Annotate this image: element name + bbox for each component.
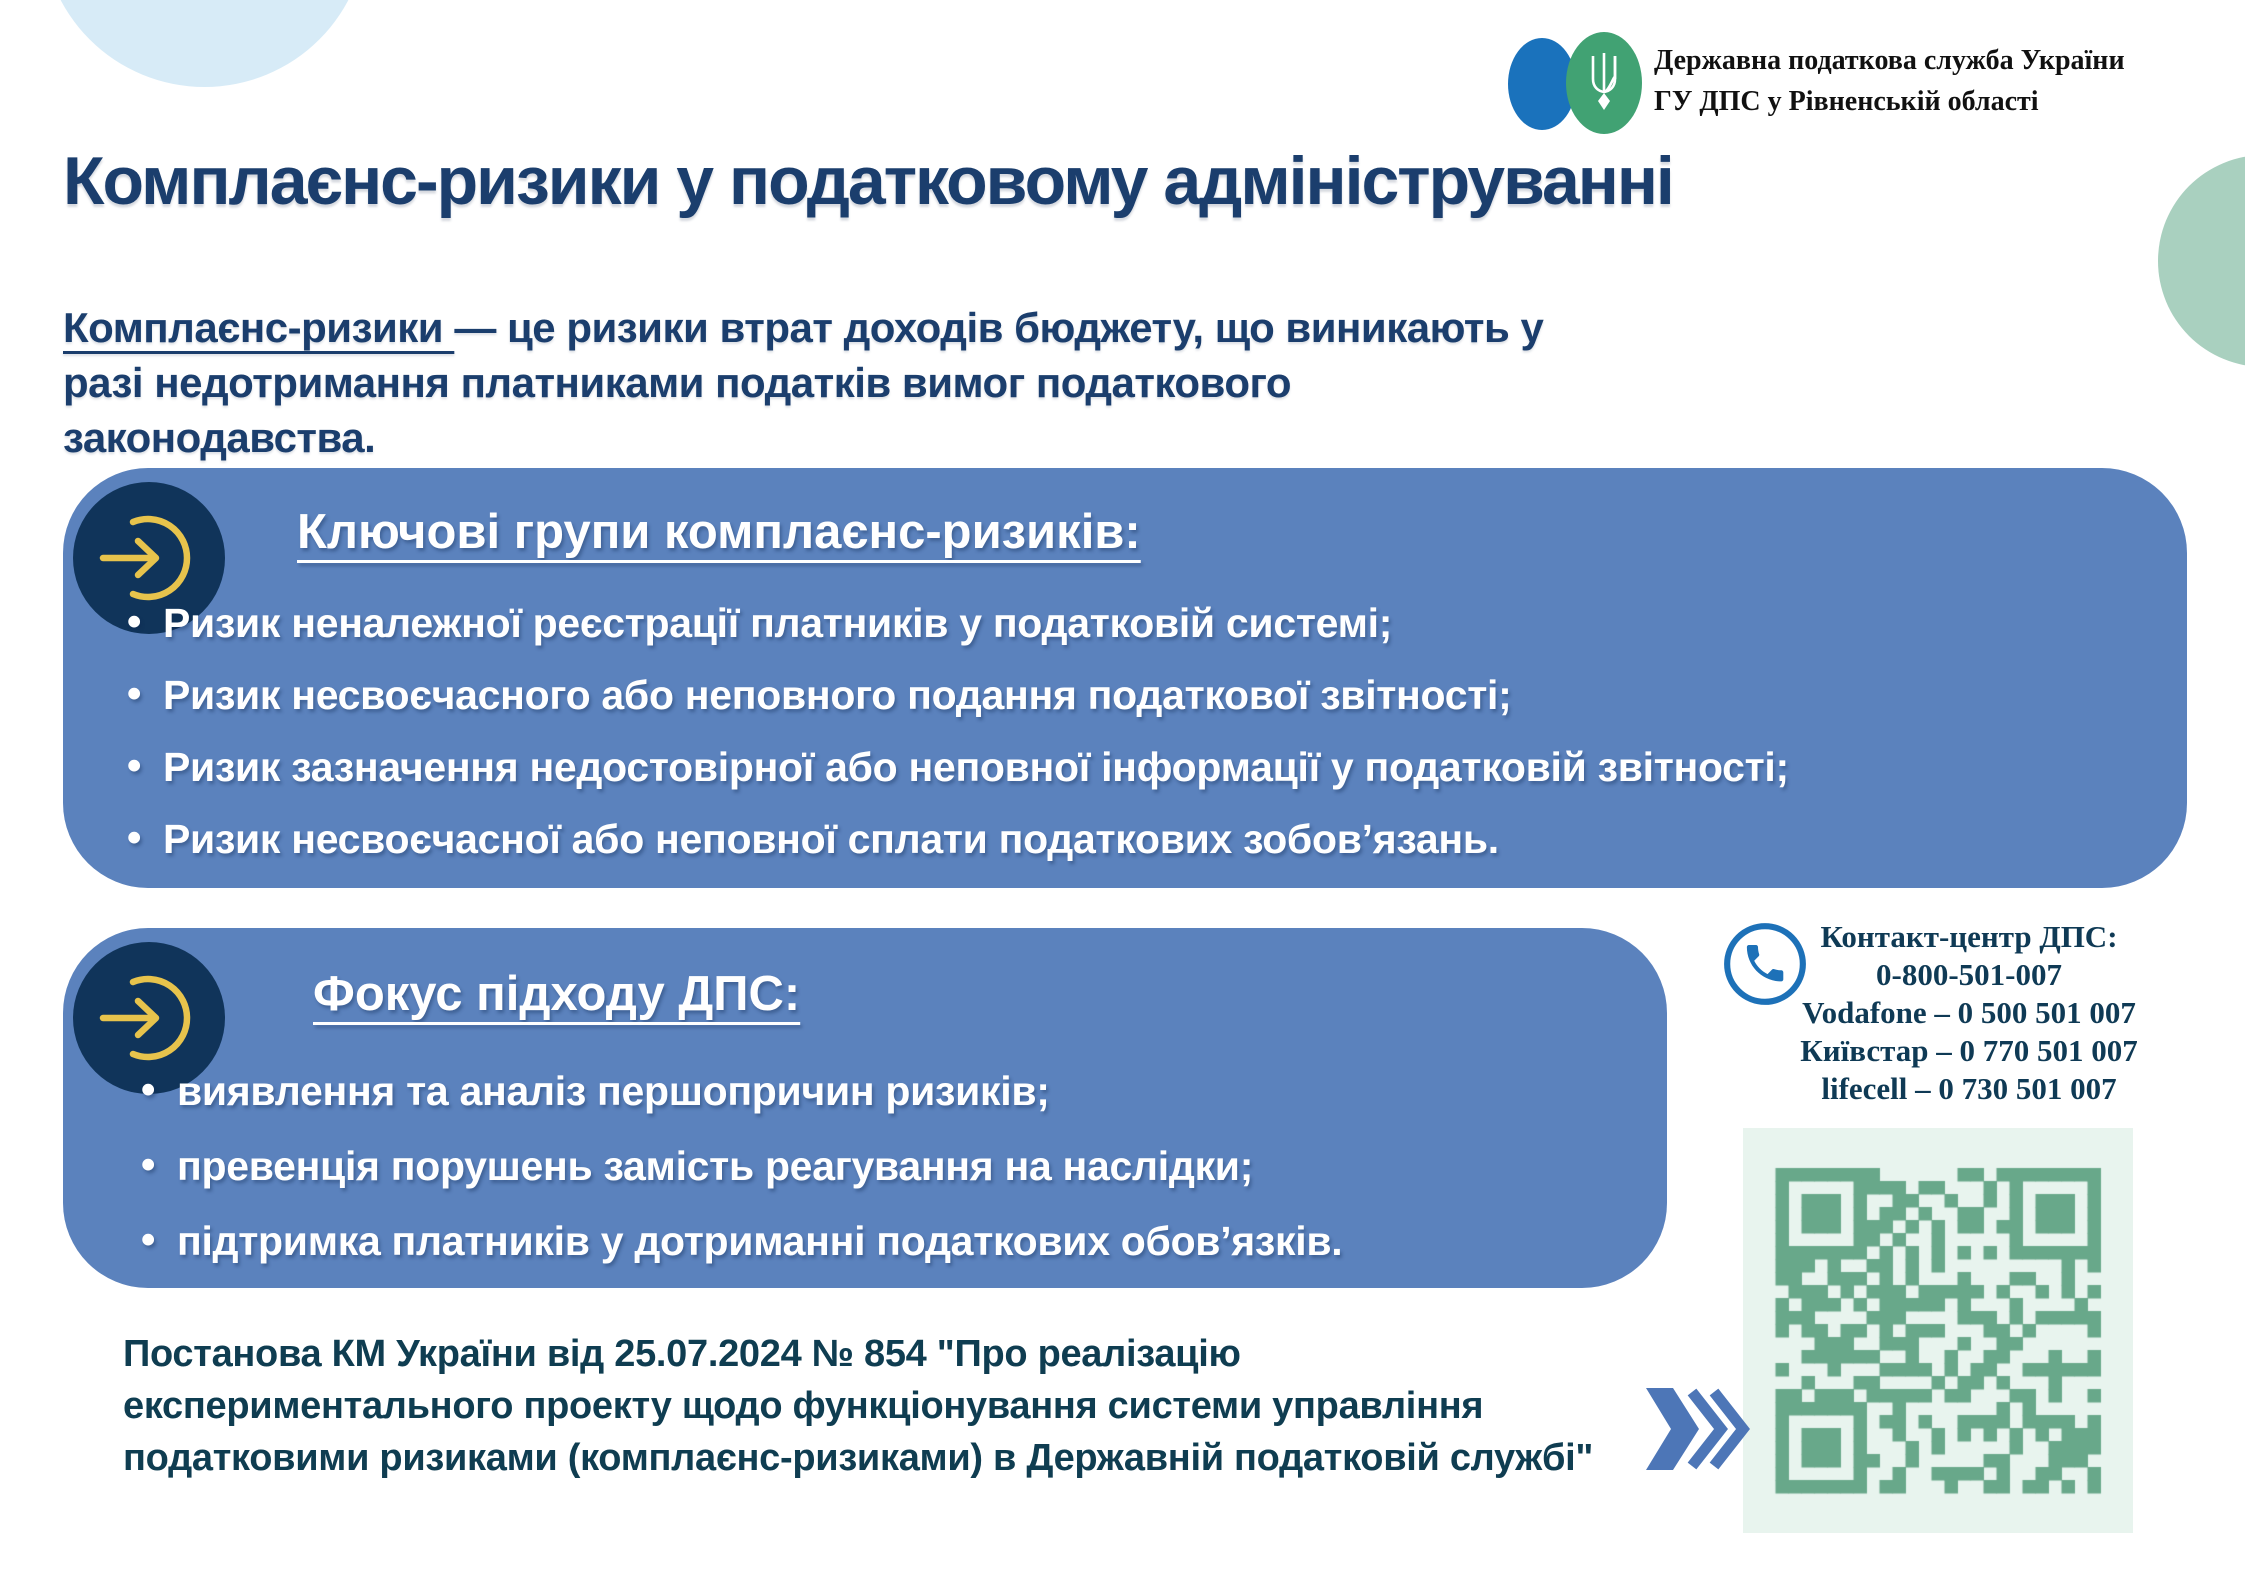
contact-title: Контакт-центр ДПС: xyxy=(1820,919,2118,954)
contact-line: Vodafone – 0 500 501 007 xyxy=(1802,995,2136,1030)
risk-groups-list xyxy=(121,600,2147,863)
trident-icon xyxy=(1584,50,1624,117)
page-title: Комплаєнс-ризики у податковому адмініструванні xyxy=(63,143,1673,219)
intro-definition: — це ризики втрат доходів бюджету, що виникають у разі недотримання платниками податків вимог податкового законодавства. xyxy=(63,304,1544,461)
contact-block xyxy=(1705,918,2233,1108)
logo-green-circle xyxy=(1566,32,1642,134)
phone-icon xyxy=(1721,920,1809,1008)
intro-paragraph xyxy=(63,300,1558,465)
deco-circle-top-left xyxy=(42,0,367,87)
deco-circle-right xyxy=(2158,155,2245,367)
list-item: • превенція порушень замість реагування на наслідки; xyxy=(135,1143,1627,1190)
org-name xyxy=(1654,40,2174,122)
triple-chevron-right-icon xyxy=(1646,1388,1752,1470)
list-item: • Ризик неналежної реєстрації платників у податковій системі; xyxy=(121,600,2147,647)
list-item: • Ризик несвоєчасного або неповного подання податкової звітності; xyxy=(121,672,2147,719)
focus-list xyxy=(135,1068,1627,1265)
contact-hotline: 0-800-501-007 xyxy=(1876,957,2062,992)
qr-code xyxy=(1743,1128,2133,1533)
decree-reference: Постанова КМ України від 25.07.2024 № 854 "Про реалізацію експериментального проекту щодо функціонування системи управління податковими ризиками (комплаєнс-ризиками) в Державній податковій службі" xyxy=(123,1333,1594,1479)
list-item: • підтримка платників у дотриманні податкових обов’язків. xyxy=(135,1218,1627,1265)
org-name-line2: ГУ ДПС у Рівненській області xyxy=(1654,86,2039,117)
org-name-line1: Державна податкова служба України xyxy=(1654,45,2125,76)
list-item: • Ризик зазначення недостовірної або неповної інформації у податковій звітності; xyxy=(121,744,2147,791)
contact-line: lifecell – 0 730 501 007 xyxy=(1821,1071,2117,1106)
intro-lead-term: Комплаєнс-ризики xyxy=(63,304,455,351)
risk-groups-heading: Ключові групи комплаєнс-ризиків: xyxy=(297,505,1141,559)
org-logo xyxy=(1508,30,1648,134)
focus-panel xyxy=(63,928,1667,1288)
risk-groups-panel xyxy=(63,468,2187,888)
contact-line: Київстар – 0 770 501 007 xyxy=(1800,1033,2138,1068)
focus-heading: Фокус підходу ДПС: xyxy=(313,967,801,1021)
list-item: • Ризик несвоєчасної або неповної сплати податкових зобов’язань. xyxy=(121,816,2147,863)
list-item: • виявлення та аналіз першопричин ризиків; xyxy=(135,1068,1627,1115)
